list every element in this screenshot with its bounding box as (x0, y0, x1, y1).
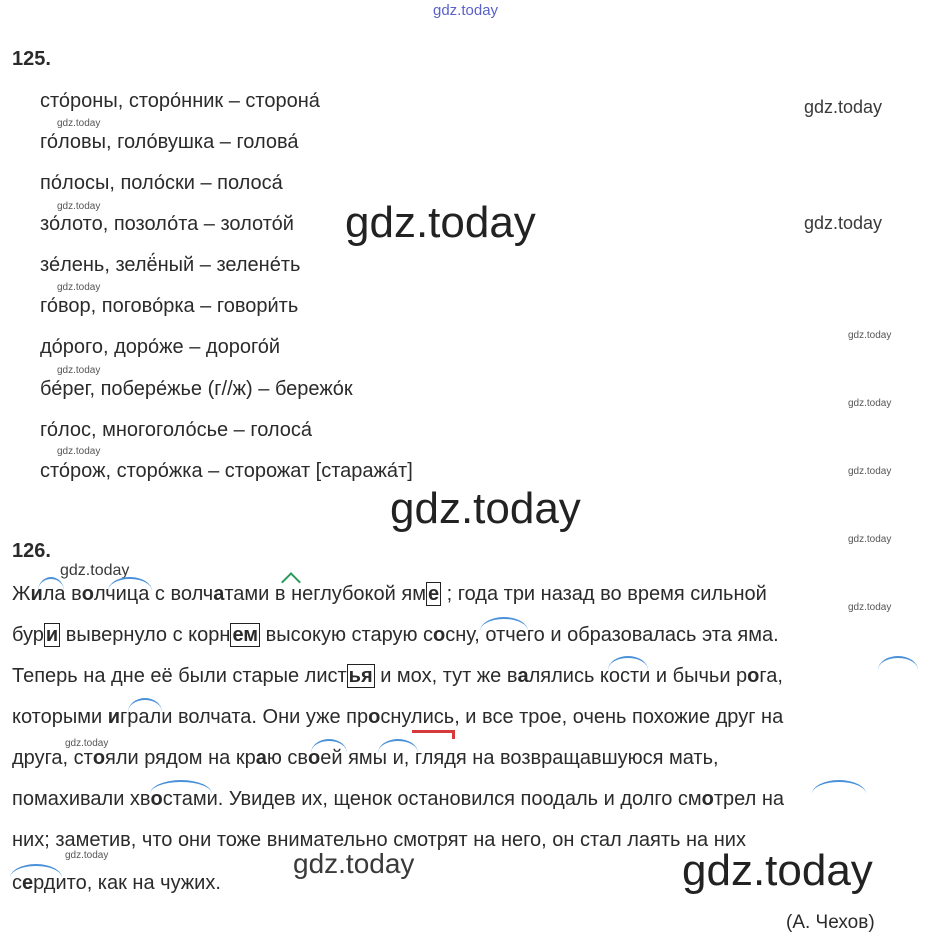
watermark: gdz.today (57, 282, 101, 293)
exercise-number: 126. (12, 540, 51, 562)
watermark: gdz.today (293, 848, 415, 879)
word-line: зе́лень, зелё́ный – зелене́ть (40, 254, 301, 276)
text-line: них; заметив, что они тоже внимательно смотрят на него, он стал лаять на них (12, 829, 746, 851)
watermark: gdz.today (57, 118, 101, 129)
word-line: до́рого, доро́же – дорого́й (40, 336, 281, 358)
text-line: Теперь на дне её были старые лист ья и мох, тут же валялись кости и бычьи рога, (12, 665, 783, 687)
text-line: сердито, как на чужих. (12, 872, 221, 894)
watermark: gdz.today (65, 738, 109, 749)
stress-arc (878, 656, 918, 670)
text-line: бур и вывернуло с корн ем высокую старую сосну, отчего и образовалась эта яма. (12, 624, 779, 646)
watermark: gdz.today (390, 484, 581, 533)
watermark: gdz.today (57, 201, 101, 212)
watermark: gdz.today (848, 398, 892, 409)
author-attribution: (А. Чехов) (786, 912, 875, 933)
watermark: gdz.today (848, 534, 892, 545)
watermark: gdz.today (65, 850, 109, 861)
word-line: го́лос, многоголо́сье – голоса́ (40, 419, 313, 441)
watermark: gdz.today (804, 97, 883, 117)
watermark: gdz.today (60, 562, 130, 579)
watermark: gdz.today (345, 198, 536, 247)
watermark: gdz.today (57, 365, 101, 376)
text-line: друга, стояли рядом на краю своей ямы и, глядя на возвращавшуюся мать, (12, 747, 719, 769)
watermark: gdz.today (682, 846, 873, 895)
exercise-number: 125. (12, 48, 51, 70)
word-line: сто́рож, сторо́жка – сторожат [стаража́т] (40, 460, 413, 482)
word-line: по́лосы, поло́ски – полоса́ (40, 172, 283, 194)
word-line: зо́лото, позоло́та – золото́й (40, 213, 294, 235)
watermark: gdz.today (848, 466, 892, 477)
word-line: го́вор, погово́рка – говори́ть (40, 295, 299, 317)
text-line: Жила волчица с волчатами в неглубокой ям е ; года три назад во время сильной (12, 583, 767, 605)
watermark: gdz.today (848, 330, 892, 341)
suffix-mark (412, 730, 455, 739)
word-line: сто́роны, сторо́нник – сторона́ (40, 90, 320, 112)
stress-arc (812, 780, 866, 794)
watermark: gdz.today (848, 602, 892, 613)
text-line: помахивали хвостами. Увидев их, щенок остановился поодаль и долго смотрел на (12, 788, 785, 810)
word-line: бе́рег, побере́жье (г//ж) – бережо́к (40, 378, 353, 400)
watermark: gdz.today (433, 2, 499, 19)
word-line: го́ловы, голо́вушка – голова́ (40, 131, 299, 153)
watermark: gdz.today (57, 446, 101, 457)
text-line: которыми играли волчата. Они уже проснулись, и все трое, очень похожие друг на (12, 706, 784, 728)
watermark: gdz.today (804, 213, 883, 233)
